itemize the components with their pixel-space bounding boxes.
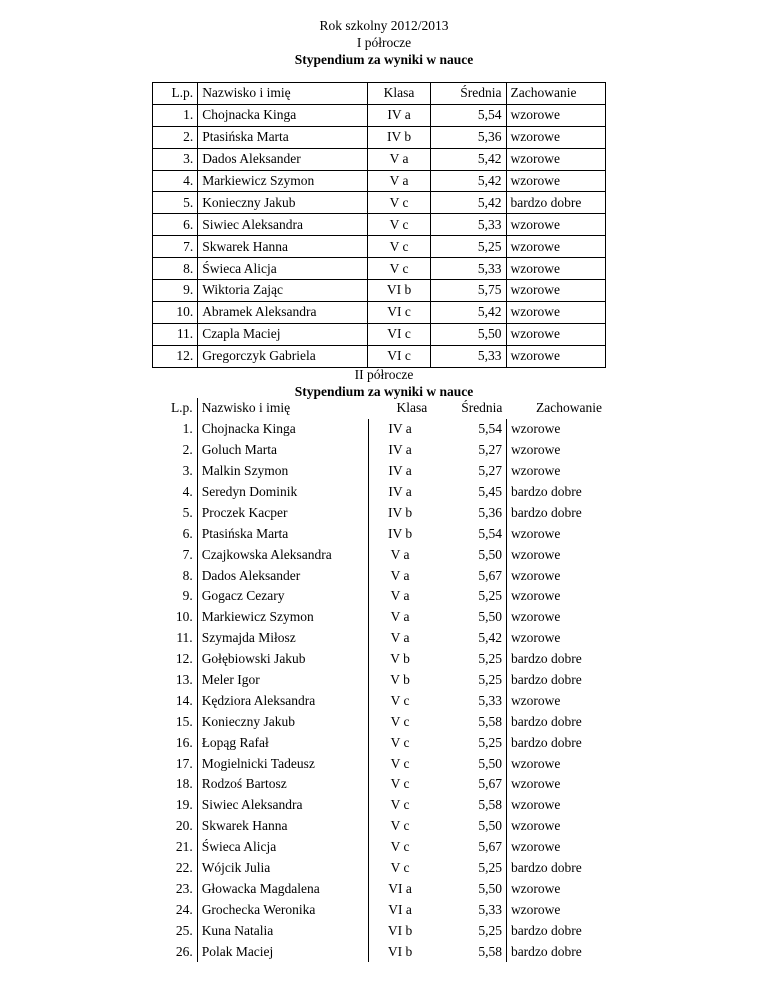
cell-avg: 5,50: [431, 544, 506, 565]
cell-behavior: wzorowe: [506, 753, 606, 774]
cell-name: Szymajda Miłosz: [197, 628, 368, 649]
cell-klasa: V c: [390, 734, 410, 750]
cell-lp: 18.: [152, 774, 197, 795]
cell-lp: 25.: [152, 920, 197, 941]
cell-klasa: VI b: [387, 922, 413, 938]
cell-behavior: wzorowe: [506, 104, 605, 126]
table-row: [152, 920, 606, 941]
cell-klasa: V c: [367, 214, 430, 236]
cell-lp: 10.: [153, 301, 198, 323]
cell-lp: 1.: [152, 419, 197, 440]
cell-lp: 13.: [152, 670, 197, 691]
cell-klasa: IV a: [367, 104, 430, 126]
cell-klasa: V a: [367, 170, 430, 192]
cell-klasa: V c: [367, 192, 430, 214]
cell-name: Grochecka Weronika: [197, 899, 368, 920]
cell-lp: 12.: [153, 345, 198, 367]
col-header-name: Nazwisko i imię: [198, 83, 368, 105]
cell-lp: 19.: [152, 795, 197, 816]
cell-name: Gogacz Cezary: [197, 586, 368, 607]
cell-avg: 5,25: [431, 858, 506, 879]
cell-behavior: bardzo dobre: [506, 482, 606, 503]
cell-lp: 11.: [153, 323, 198, 345]
cell-behavior: wzorowe: [506, 214, 605, 236]
cell-behavior: wzorowe: [506, 878, 606, 899]
cell-behavior: wzorowe: [506, 544, 606, 565]
cell-behavior: wzorowe: [506, 899, 606, 920]
cell-behavior: bardzo dobre: [506, 711, 606, 732]
cell-avg: 5,42: [431, 192, 506, 214]
cell-name: Kędziora Aleksandra: [197, 690, 368, 711]
semester-1-table: [152, 82, 606, 368]
table-row: [152, 816, 606, 837]
cell-avg: 5,50: [431, 607, 506, 628]
col-header-avg: Średnia: [461, 400, 503, 416]
table-row: [152, 753, 606, 774]
col-header-behavior: Zachowanie: [506, 83, 605, 105]
cell-klasa: V c: [390, 818, 410, 834]
cell-name: Markiewicz Szymon: [197, 607, 368, 628]
table-row: [152, 732, 606, 753]
cell-klasa: VI a: [388, 901, 412, 917]
cell-name: Polak Maciej: [197, 941, 368, 962]
cell-avg: 5,33: [431, 899, 506, 920]
cell-name: Konieczny Jakub: [197, 711, 368, 732]
cell-klasa: V c: [367, 236, 430, 258]
cell-klasa: VI a: [388, 880, 412, 896]
semester-2-title: Stypendium za wyniki w nauce: [294, 384, 474, 399]
cell-lp: 21.: [152, 837, 197, 858]
cell-klasa: IV b: [387, 504, 413, 520]
table-row: [152, 565, 606, 586]
cell-avg: 5,67: [431, 774, 506, 795]
cell-klasa: V c: [390, 860, 410, 876]
cell-name: Świeca Alicja: [197, 837, 368, 858]
table-row: [153, 148, 606, 170]
table-row: [152, 899, 606, 920]
table-row: [152, 419, 606, 440]
cell-behavior: wzorowe: [506, 586, 606, 607]
cell-behavior: wzorowe: [506, 795, 606, 816]
cell-behavior: wzorowe: [506, 280, 605, 302]
cell-name: Dados Aleksander: [197, 565, 368, 586]
table-row: [152, 523, 606, 544]
table-row: [152, 795, 606, 816]
table-row: [152, 502, 606, 523]
cell-name: Meler Igor: [197, 670, 368, 691]
cell-avg: 5,33: [431, 345, 506, 367]
col-header-lp: L.p.: [152, 398, 197, 419]
cell-lp: 26.: [152, 941, 197, 962]
cell-name: Chojnacka Kinga: [197, 419, 368, 440]
cell-avg: 5,58: [431, 711, 506, 732]
table-row: [152, 628, 606, 649]
cell-behavior: wzorowe: [506, 301, 605, 323]
cell-name: Chojnacka Kinga: [198, 104, 368, 126]
cell-avg: 5,50: [431, 878, 506, 899]
cell-avg: 5,33: [431, 690, 506, 711]
semester-2-header: [0, 366, 768, 400]
cell-klasa: V c: [390, 692, 410, 708]
cell-name: Konieczny Jakub: [198, 192, 368, 214]
table-row: [152, 482, 606, 503]
cell-lp: 14.: [152, 690, 197, 711]
cell-behavior: wzorowe: [506, 565, 606, 586]
cell-name: Łopąg Rafał: [197, 732, 368, 753]
cell-avg: 5,25: [431, 586, 506, 607]
cell-name: Proczek Kacper: [197, 502, 368, 523]
cell-behavior: bardzo dobre: [506, 649, 606, 670]
cell-avg: 5,27: [431, 440, 506, 461]
cell-lp: 20.: [152, 816, 197, 837]
cell-klasa: V c: [390, 713, 410, 729]
cell-klasa: VI c: [367, 345, 430, 367]
cell-klasa: V c: [367, 258, 430, 280]
cell-avg: 5,58: [431, 941, 506, 962]
cell-behavior: bardzo dobre: [506, 502, 606, 523]
cell-lp: 3.: [153, 148, 198, 170]
cell-behavior: wzorowe: [506, 461, 606, 482]
cell-behavior: wzorowe: [506, 628, 606, 649]
cell-klasa: VI c: [367, 301, 430, 323]
table-row: [153, 126, 606, 148]
cell-lp: 11.: [152, 628, 197, 649]
cell-avg: 5,25: [431, 236, 506, 258]
cell-avg: 5,58: [431, 795, 506, 816]
table-row: [153, 170, 606, 192]
semester-1-title: Stypendium za wyniki w nauce: [294, 52, 474, 67]
semester-2-table: [152, 398, 606, 962]
cell-behavior: bardzo dobre: [506, 941, 606, 962]
cell-lp: 2.: [153, 126, 198, 148]
col-header-behavior: Zachowanie: [536, 400, 602, 416]
table-row: [152, 774, 606, 795]
cell-lp: 4.: [153, 170, 198, 192]
table-row: [152, 858, 606, 879]
table-row: [152, 837, 606, 858]
cell-lp: 1.: [153, 104, 198, 126]
cell-avg: 5,75: [431, 280, 506, 302]
cell-behavior: wzorowe: [506, 607, 606, 628]
cell-behavior: wzorowe: [506, 774, 606, 795]
cell-klasa: V a: [390, 546, 410, 562]
table-row: [152, 711, 606, 732]
cell-avg: 5,33: [431, 258, 506, 280]
col-header-klasa: Klasa: [396, 400, 428, 416]
cell-avg: 5,42: [431, 170, 506, 192]
cell-name: Świeca Alicja: [198, 258, 368, 280]
cell-avg: 5,50: [431, 753, 506, 774]
table-row: [153, 192, 606, 214]
cell-behavior: wzorowe: [506, 345, 605, 367]
cell-lp: 5.: [153, 192, 198, 214]
cell-name: Gołębiowski Jakub: [197, 649, 368, 670]
cell-lp: 22.: [152, 858, 197, 879]
cell-lp: 4.: [152, 482, 197, 503]
cell-name: Markiewicz Szymon: [198, 170, 368, 192]
cell-avg: 5,50: [431, 816, 506, 837]
table-row: [152, 461, 606, 482]
cell-klasa: V c: [390, 839, 410, 855]
table-row: [153, 280, 606, 302]
cell-behavior: wzorowe: [506, 816, 606, 837]
cell-name: Czapla Maciej: [198, 323, 368, 345]
cell-avg: 5,25: [431, 920, 506, 941]
cell-behavior: wzorowe: [506, 236, 605, 258]
cell-behavior: bardzo dobre: [506, 670, 606, 691]
cell-lp: 6.: [153, 214, 198, 236]
cell-avg: 5,50: [431, 323, 506, 345]
cell-name: Głowacka Magdalena: [197, 878, 368, 899]
cell-lp: 9.: [153, 280, 198, 302]
cell-name: Skwarek Hanna: [198, 236, 368, 258]
cell-lp: 17.: [152, 753, 197, 774]
cell-klasa: V a: [390, 630, 410, 646]
cell-name: Seredyn Dominik: [197, 482, 368, 503]
table-row: [153, 323, 606, 345]
cell-lp: 8.: [152, 565, 197, 586]
table-row: [152, 941, 606, 962]
cell-behavior: wzorowe: [506, 440, 606, 461]
cell-name: Siwiec Aleksandra: [197, 795, 368, 816]
col-header-klasa: Klasa: [367, 83, 430, 105]
cell-behavior: bardzo dobre: [506, 858, 606, 879]
table-row: [153, 345, 606, 367]
cell-klasa: IV a: [388, 442, 412, 458]
cell-lp: 23.: [152, 878, 197, 899]
cell-behavior: wzorowe: [506, 837, 606, 858]
cell-name: Malkin Szymon: [197, 461, 368, 482]
table-row: [152, 440, 606, 461]
table-row: [153, 236, 606, 258]
cell-klasa: V c: [390, 755, 410, 771]
cell-name: Abramek Aleksandra: [198, 301, 368, 323]
table-row: [153, 104, 606, 126]
cell-avg: 5,42: [431, 301, 506, 323]
cell-name: Goluch Marta: [197, 440, 368, 461]
cell-name: Kuna Natalia: [197, 920, 368, 941]
cell-klasa: V a: [367, 148, 430, 170]
cell-klasa: V c: [390, 776, 410, 792]
cell-name: Skwarek Hanna: [197, 816, 368, 837]
cell-behavior: wzorowe: [506, 170, 605, 192]
col-header-avg: Średnia: [431, 83, 506, 105]
cell-klasa: VI c: [367, 323, 430, 345]
table-header-row: [152, 398, 606, 419]
cell-lp: 3.: [152, 461, 197, 482]
table-row: [152, 649, 606, 670]
cell-avg: 5,25: [431, 670, 506, 691]
cell-avg: 5,33: [431, 214, 506, 236]
cell-klasa: IV a: [388, 463, 412, 479]
cell-avg: 5,27: [431, 461, 506, 482]
cell-klasa: IV a: [388, 421, 412, 437]
cell-klasa: IV a: [388, 484, 412, 499]
table-row: [153, 301, 606, 323]
cell-name: Siwiec Aleksandra: [198, 214, 368, 236]
cell-name: Ptasińska Marta: [198, 126, 368, 148]
cell-klasa: V c: [390, 797, 410, 813]
col-header-name: Nazwisko i imię: [197, 398, 368, 419]
cell-avg: 5,25: [431, 732, 506, 753]
cell-behavior: bardzo dobre: [506, 192, 605, 214]
cell-name: Dados Aleksander: [198, 148, 368, 170]
table-row: [152, 690, 606, 711]
cell-behavior: wzorowe: [506, 523, 606, 544]
cell-avg: 5,54: [431, 523, 506, 544]
col-header-lp: L.p.: [153, 83, 198, 105]
cell-avg: 5,67: [431, 837, 506, 858]
semester-2-label: II półrocze: [354, 367, 414, 382]
cell-klasa: IV b: [367, 126, 430, 148]
cell-avg: 5,54: [431, 419, 506, 440]
cell-behavior: wzorowe: [506, 258, 605, 280]
cell-klasa: VI b: [387, 943, 413, 959]
table-row: [153, 214, 606, 236]
table-row: [152, 586, 606, 607]
cell-lp: 12.: [152, 649, 197, 670]
table-header-row: [153, 83, 606, 105]
cell-avg: 5,42: [431, 148, 506, 170]
cell-lp: 15.: [152, 711, 197, 732]
cell-klasa: IV b: [387, 525, 413, 541]
cell-lp: 6.: [152, 523, 197, 544]
cell-klasa: V a: [390, 588, 410, 604]
cell-lp: 9.: [152, 586, 197, 607]
cell-avg: 5,54: [431, 104, 506, 126]
school-year: Rok szkolny 2012/2013: [319, 18, 449, 33]
document-header: [0, 17, 768, 68]
cell-behavior: wzorowe: [506, 419, 606, 440]
cell-behavior: wzorowe: [506, 126, 605, 148]
cell-klasa: V a: [390, 567, 410, 583]
cell-name: Czajkowska Aleksandra: [197, 544, 368, 565]
table-row: [152, 544, 606, 565]
cell-name: Wiktoria Zając: [198, 280, 368, 302]
cell-avg: 5,36: [431, 126, 506, 148]
cell-avg: 5,42: [431, 628, 506, 649]
cell-name: Wójcik Julia: [197, 858, 368, 879]
cell-klasa: V b: [390, 651, 410, 667]
cell-avg: 5,36: [431, 502, 506, 523]
cell-lp: 10.: [152, 607, 197, 628]
cell-lp: 2.: [152, 440, 197, 461]
cell-behavior: bardzo dobre: [506, 732, 606, 753]
cell-name: Rodzoś Bartosz: [197, 774, 368, 795]
cell-avg: 5,25: [431, 649, 506, 670]
cell-avg: 5,67: [431, 565, 506, 586]
cell-avg: 5,45: [431, 482, 506, 503]
table-row: [152, 878, 606, 899]
cell-behavior: wzorowe: [506, 148, 605, 170]
cell-behavior: wzorowe: [506, 690, 606, 711]
table-row: [152, 607, 606, 628]
cell-lp: 24.: [152, 899, 197, 920]
cell-klasa: VI b: [367, 280, 430, 302]
cell-lp: 7.: [152, 544, 197, 565]
cell-lp: 5.: [152, 502, 197, 523]
cell-klasa: V b: [390, 672, 410, 688]
cell-name: Ptasińska Marta: [197, 523, 368, 544]
cell-lp: 16.: [152, 732, 197, 753]
cell-name: Mogielnicki Tadeusz: [197, 753, 368, 774]
cell-behavior: bardzo dobre: [506, 920, 606, 941]
table-row: [152, 670, 606, 691]
cell-lp: 7.: [153, 236, 198, 258]
cell-lp: 8.: [153, 258, 198, 280]
cell-klasa: V a: [390, 609, 410, 625]
cell-name: Gregorczyk Gabriela: [198, 345, 368, 367]
cell-behavior: wzorowe: [506, 323, 605, 345]
semester-1-label: I półrocze: [356, 35, 412, 50]
table-row: [153, 258, 606, 280]
